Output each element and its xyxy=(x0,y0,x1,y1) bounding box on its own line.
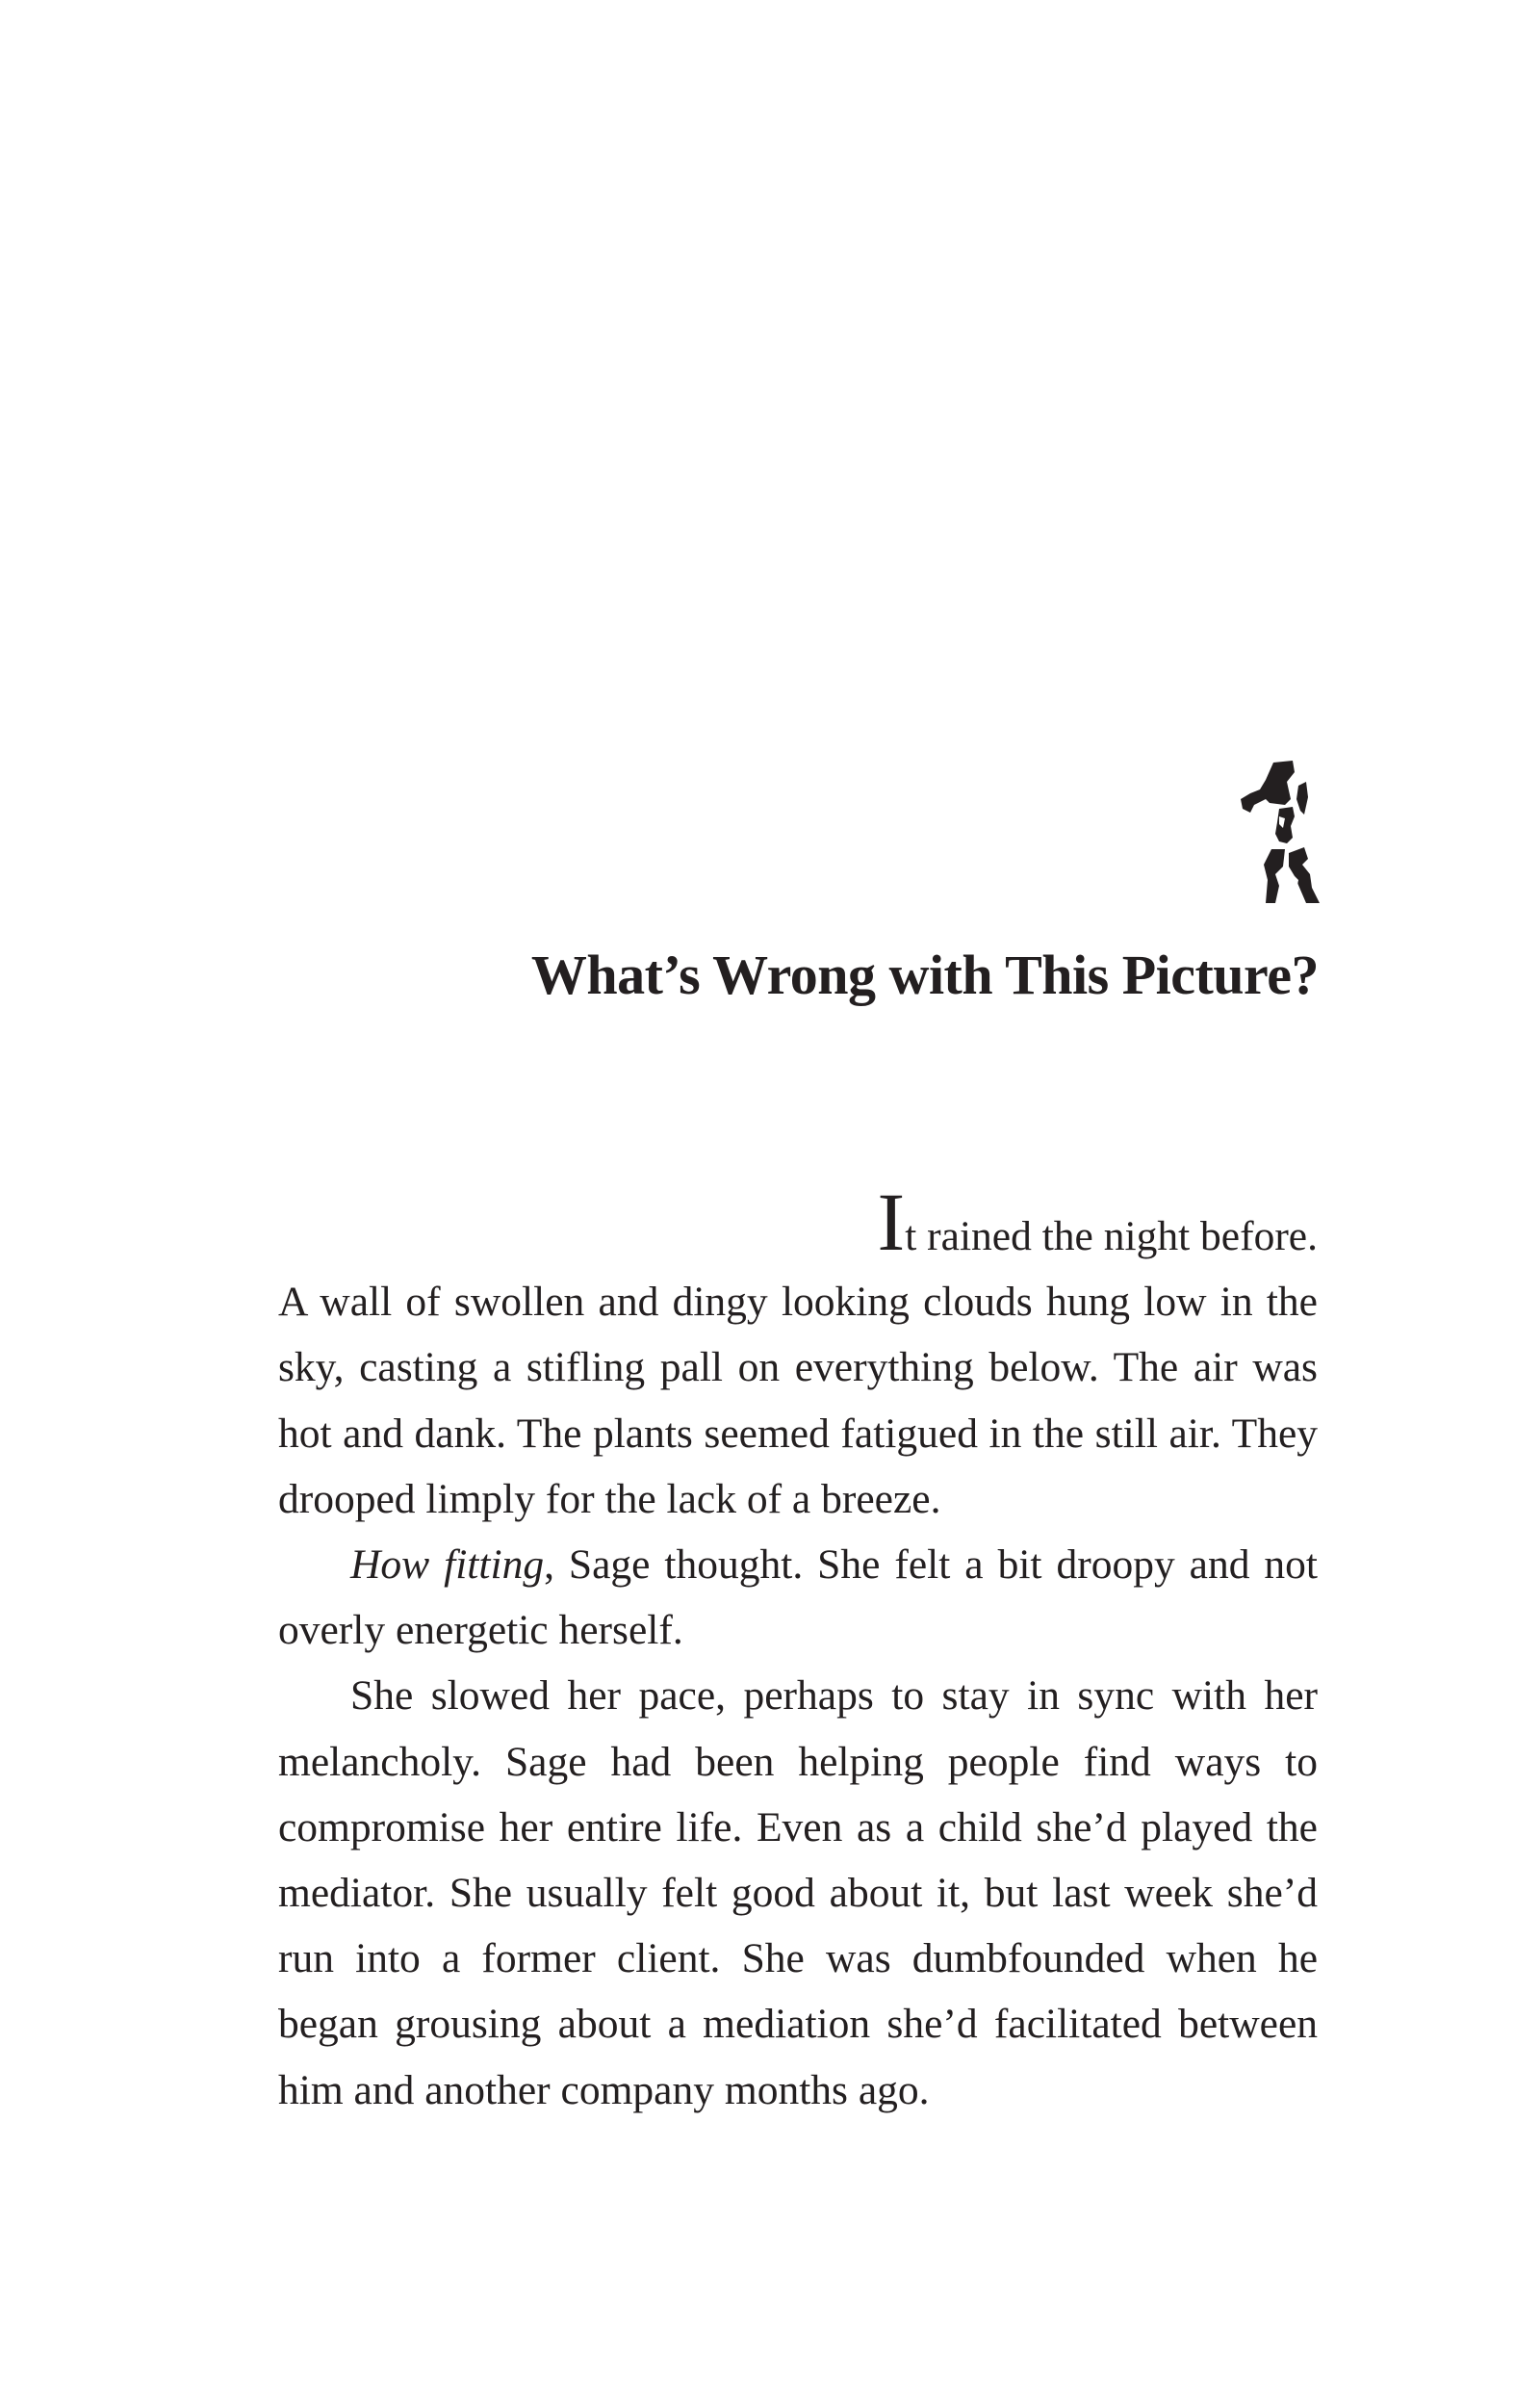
drop-cap: I xyxy=(877,1176,906,1268)
chapter-title: What’s Wrong with This Picture? xyxy=(530,944,1319,1006)
opening-line-text: t rained the night before. xyxy=(905,1213,1318,1259)
paragraph-2-text: , Sage thought. She felt a bit droopy and not overly energetic herself. xyxy=(278,1541,1318,1654)
paragraph-2-italic: How fitting xyxy=(350,1541,545,1589)
paragraph-2 xyxy=(278,1532,1318,1663)
paragraph-1-text: A wall of swollen and dingy looking clouds hung low in the sky, casting a stifling pall on everything below. The air was hot and dank. The plants seemed fatigued in the still air. They drooped limply for the lack of a breeze. xyxy=(278,1279,1318,1522)
chapter-number-ornament xyxy=(1237,761,1323,905)
chapter-number-1-icon xyxy=(1237,761,1323,905)
paragraph-1 xyxy=(278,1176,1318,1532)
chapter-body xyxy=(278,1176,1318,2123)
paragraph-3: She slowed her pace, perhaps to stay in sync with her melancholy. Sage had been helping people find ways to compromise her entire life. Even as a child she’d played the mediator. She usually felt good about it, but last week she’d run into a former client. She was dumbfounded when he began grousing about a mediation she’d facilitated between him and another company months ago. xyxy=(278,1672,1318,2113)
opening-line xyxy=(278,1176,1318,1269)
